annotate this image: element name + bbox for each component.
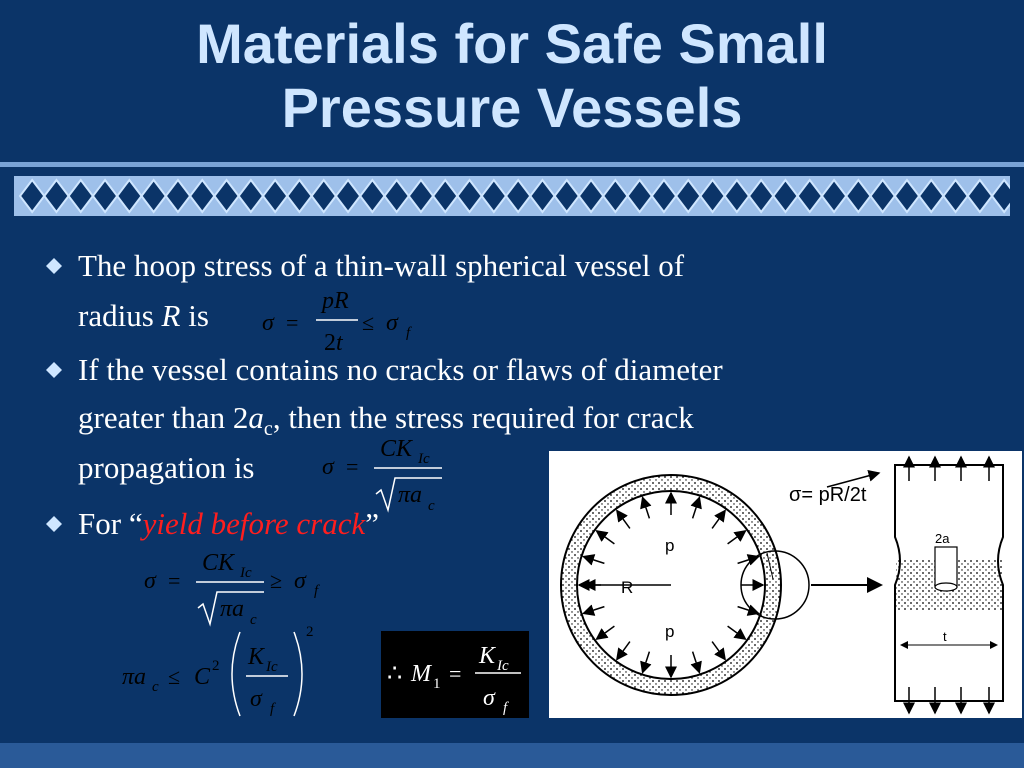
svg-text:K: K xyxy=(248,644,265,670)
svg-text:σ: σ xyxy=(144,568,156,594)
radius-label: R xyxy=(621,578,634,597)
bullet-2-text-post: , then the stress required for crack xyxy=(272,400,694,435)
bullet-1-variable-R: R xyxy=(161,298,181,333)
yield-before-crack-emphasis: yield before crack xyxy=(142,506,366,541)
bullet-2-line-1: If the vessel contains no cracks or flaws of diameter xyxy=(78,352,723,387)
crack-size-label: 2a xyxy=(935,531,950,546)
svg-text:σ: σ xyxy=(483,685,495,711)
crack-cavity xyxy=(935,547,957,587)
svg-text:Ic: Ic xyxy=(418,451,430,467)
svg-text:σ: σ xyxy=(262,310,274,336)
title-line-2: Pressure Vessels xyxy=(281,76,743,139)
merit-index-equation xyxy=(381,631,529,718)
svg-text:2: 2 xyxy=(306,624,314,640)
svg-text:≤: ≤ xyxy=(362,310,375,335)
diamond-chain-pattern xyxy=(14,176,1010,216)
vessel-diagram xyxy=(549,451,1022,718)
svg-text:σ: σ xyxy=(294,568,306,594)
merit-index-box xyxy=(381,631,529,718)
svg-text:=: = xyxy=(346,454,359,479)
bullet-diamond-icon xyxy=(46,258,62,274)
pressure-label-lower: p xyxy=(665,622,675,641)
bullet-2-line-3: propagation is xyxy=(78,450,255,485)
hoop-stress-figure-label: σ= pR/2t xyxy=(789,484,867,506)
thickness-label: t xyxy=(943,629,947,644)
svg-text:=: = xyxy=(286,310,299,335)
svg-text:2: 2 xyxy=(212,658,220,674)
yield-condition-equation xyxy=(140,542,340,628)
svg-text:=: = xyxy=(168,568,181,593)
svg-text:1: 1 xyxy=(433,676,441,692)
svg-text:CK: CK xyxy=(202,550,235,576)
svg-text:Ic: Ic xyxy=(266,659,278,675)
svg-text:pR: pR xyxy=(322,288,349,314)
footer-strip xyxy=(0,743,1024,768)
svg-text:2t: 2t xyxy=(324,330,343,356)
svg-text:c: c xyxy=(152,679,159,695)
svg-text:Ic: Ic xyxy=(240,565,252,581)
svg-text:=: = xyxy=(449,661,462,686)
svg-text:Ic: Ic xyxy=(497,658,509,674)
bullet-1-text-post: is xyxy=(180,298,209,333)
bullet-1-line-2 xyxy=(78,292,209,340)
svg-text:f: f xyxy=(314,583,319,599)
pressure-vessel-figure xyxy=(549,451,1022,718)
svg-text:K: K xyxy=(479,643,496,669)
svg-text:∴: ∴ xyxy=(387,661,403,687)
svg-text:≥: ≥ xyxy=(270,568,283,593)
diamond-border-band xyxy=(14,176,1010,216)
bullet-3-text-post: ” xyxy=(365,506,379,541)
svg-text:CK: CK xyxy=(380,436,413,462)
bullet-diamond-icon xyxy=(46,516,62,532)
title-divider xyxy=(0,162,1024,167)
svg-text:C: C xyxy=(194,664,211,690)
svg-text:c: c xyxy=(428,498,435,514)
svg-text:c: c xyxy=(250,612,257,628)
bullet-diamond-icon xyxy=(46,362,62,378)
pressure-label-upper: p xyxy=(665,536,675,555)
flaw-size-equation xyxy=(118,622,328,722)
bullet-1-line-1: The hoop stress of a thin-wall spherical vessel of xyxy=(78,248,685,283)
bullet-2-subscript-c: c xyxy=(263,418,273,441)
svg-text:πa: πa xyxy=(398,482,423,508)
slide-title xyxy=(0,12,1024,140)
svg-text:f: f xyxy=(270,701,275,717)
svg-text:πa: πa xyxy=(220,596,245,622)
bullet-2-variable-a: a xyxy=(248,400,264,435)
bullet-1-text-pre: radius xyxy=(78,298,162,333)
svg-text:≤: ≤ xyxy=(168,664,181,689)
svg-text:σ: σ xyxy=(250,686,262,712)
svg-text:πa: πa xyxy=(122,664,147,690)
svg-text:f: f xyxy=(406,325,411,341)
svg-text:σ: σ xyxy=(322,454,334,480)
svg-text:M: M xyxy=(411,661,431,687)
bullet-3-line xyxy=(78,500,379,548)
svg-text:f: f xyxy=(503,700,508,716)
bullet-3-text-pre: For “ xyxy=(78,506,143,541)
svg-text:σ: σ xyxy=(386,310,398,336)
title-line-1: Materials for Safe Small xyxy=(196,12,828,75)
bullet-2-text-pre: greater than 2 xyxy=(78,400,249,435)
